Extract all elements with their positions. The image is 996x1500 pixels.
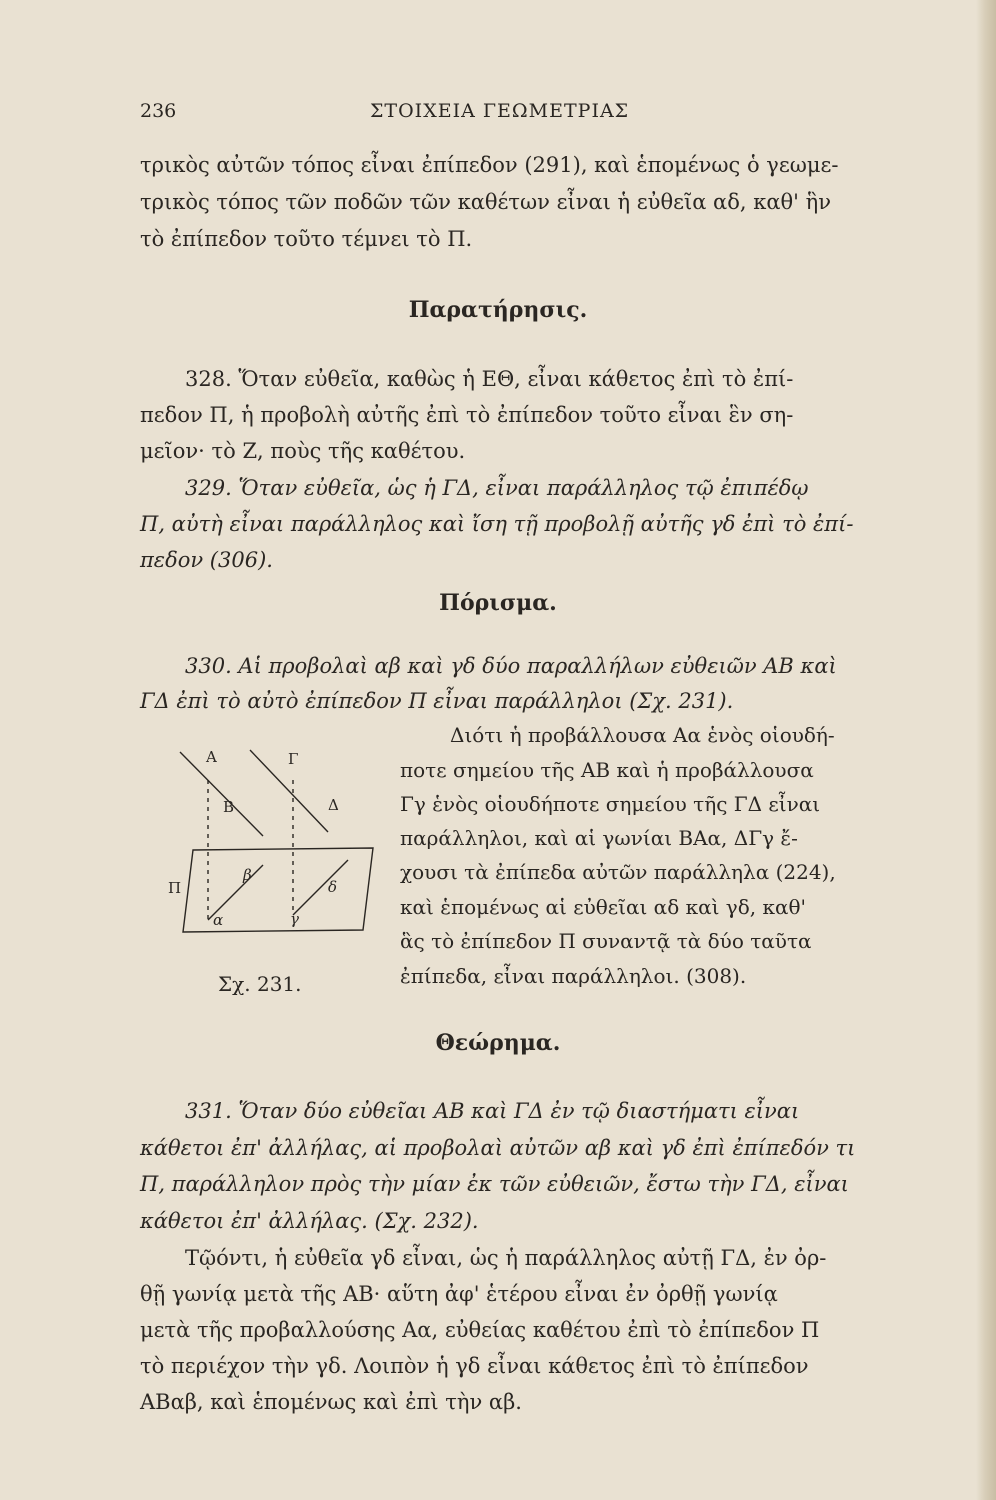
page-header: [140, 100, 890, 130]
label-a: α: [213, 911, 224, 929]
paragraph-329-line: πεδον (306).: [140, 548, 273, 572]
paragraph-331-line: κάθετοι ἐπ' ἀλλήλας. (Σχ. 232).: [140, 1209, 479, 1233]
text-line: τρικὸς αὐτῶν τόπος εἶναι ἐπίπεδον (291), καὶ ἑπομένως ὁ γεωμε-: [140, 153, 839, 177]
plane-outline: [183, 848, 373, 932]
paragraph-330-line: ΓΔ ἐπὶ τὸ αὐτὸ ἐπίπεδον Π εἶναι παράλληλοι (Σχ. 231).: [140, 689, 734, 713]
label-b: β: [243, 866, 252, 884]
heading-corollary: Πόρισμα.: [439, 590, 557, 616]
proof-330-line: Διότι ἡ προβάλλουσα Αα ἑνὸς οἱουδή-: [450, 723, 835, 747]
heading-theorem: Θεώρημα.: [435, 1030, 561, 1056]
label-P: Π: [168, 879, 182, 897]
paragraph-329-line: Π, αὐτὴ εἶναι παράλληλος καὶ ἴση τῇ προβολῇ αὐτῆς γδ ἐπὶ τὸ ἐπί-: [140, 512, 854, 536]
figure-231: [168, 740, 378, 950]
proof-330-line: ποτε σημείου τῆς ΑΒ καὶ ἡ προβάλλουσα: [400, 758, 814, 782]
paragraph-328-line: πεδον Π, ἡ προβολὴ αὐτῆς ἐπὶ τὸ ἐπίπεδον τοῦτο εἶναι ἓν ση-: [140, 403, 794, 427]
paragraph-329-line: 329. Ὅταν εὐθεῖα, ὡς ἡ ΓΔ, εἶναι παράλληλος τῷ ἐπιπέδῳ: [185, 476, 809, 500]
proof-330-line: ἃς τὸ ἐπίπεδον Π συναντᾷ τὰ δύο ταῦτα: [400, 929, 812, 953]
proof-331-line: ΑΒαβ, καὶ ἑπομένως καὶ ἐπὶ τὴν αβ.: [140, 1390, 522, 1414]
line-AB: [180, 752, 263, 836]
proof-331-line: μετὰ τῆς προβαλλούσης Αα, εὐθείας καθέτου ἐπὶ τὸ ἐπίπεδον Π: [140, 1318, 820, 1342]
projection-gd: [293, 860, 348, 915]
proof-331-line: Τῷόντι, ἡ εὐθεῖα γδ εἶναι, ὡς ἡ παράλληλος αὐτῇ ΓΔ, ἐν ὀρ-: [185, 1246, 827, 1270]
paragraph-331-line: κάθετοι ἐπ' ἀλλήλας, αἱ προβολαὶ αὐτῶν αβ καὶ γδ ἐπὶ ἐπίπεδόν τι: [140, 1136, 856, 1160]
text-line: τὸ ἐπίπεδον τοῦτο τέμνει τὸ Π.: [140, 227, 473, 251]
running-head: ΣΤΟΙΧΕΙΑ ΓΕΩΜΕΤΡΙΑΣ: [370, 100, 630, 122]
label-G: Γ: [288, 750, 299, 768]
proof-330-line: ἐπίπεδα, εἶναι παράλληλοι. (308).: [400, 964, 747, 988]
proof-330-line: καὶ ἑπομένως αἱ εὐθεῖαι αδ καὶ γδ, καθ': [400, 895, 807, 919]
label-A: Α: [206, 748, 217, 766]
proof-330-line: Γγ ἑνὸς οἱουδήποτε σημείου τῆς ΓΔ εἶναι: [400, 792, 821, 816]
figure-caption: Σχ. 231.: [218, 972, 302, 996]
proof-330-line: χουσι τὰ ἐπίπεδα αὐτῶν παράλληλα (224),: [400, 860, 836, 884]
text-line: τρικὸς τόπος τῶν ποδῶν τῶν καθέτων εἶναι ἡ εὐθεῖα αδ, καθ' ἣν: [140, 190, 831, 214]
proof-330-line: παράλληλοι, καὶ αἱ γωνίαι ΒΑα, ΔΓγ ἔ-: [400, 826, 798, 850]
label-D: Δ: [328, 796, 339, 814]
paragraph-328-line: 328. Ὅταν εὐθεῖα, καθὼς ἡ ΕΘ, εἶναι κάθετος ἐπὶ τὸ ἐπί-: [185, 367, 794, 391]
proof-331-line: τὸ περιέχον τὴν γδ. Λοιπὸν ἡ γδ εἶναι κάθετος ἐπὶ τὸ ἐπίπεδον: [140, 1354, 809, 1378]
heading-remark: Παρατήρησις.: [408, 297, 588, 323]
label-d: δ: [328, 878, 338, 896]
paragraph-331-line: 331. Ὅταν δύο εὐθεῖαι ΑΒ καὶ ΓΔ ἐν τῷ διαστήματι εἶναι: [185, 1099, 800, 1123]
paragraph-331-line: Π, παράλληλον πρὸς τὴν μίαν ἐκ τῶν εὐθειῶν, ἔστω τὴν ΓΔ, εἶναι: [140, 1172, 849, 1196]
paragraph-328-line: μεῖον· τὸ Ζ, ποὺς τῆς καθέτου.: [140, 439, 466, 463]
paragraph-330-line: 330. Αἱ προβολαὶ αβ καὶ γδ δύο παραλλήλων εὐθειῶν ΑΒ καὶ: [185, 654, 837, 678]
proof-331-line: θῇ γωνίᾳ μετὰ τῆς ΑΒ· αὕτη ἀφ' ἑτέρου εἶναι ἐν ὀρθῇ γωνίᾳ: [140, 1282, 778, 1306]
page-number: 236: [140, 100, 177, 122]
label-g: γ: [290, 910, 299, 928]
label-B: Β: [223, 798, 235, 816]
page-edge: [976, 0, 996, 1500]
